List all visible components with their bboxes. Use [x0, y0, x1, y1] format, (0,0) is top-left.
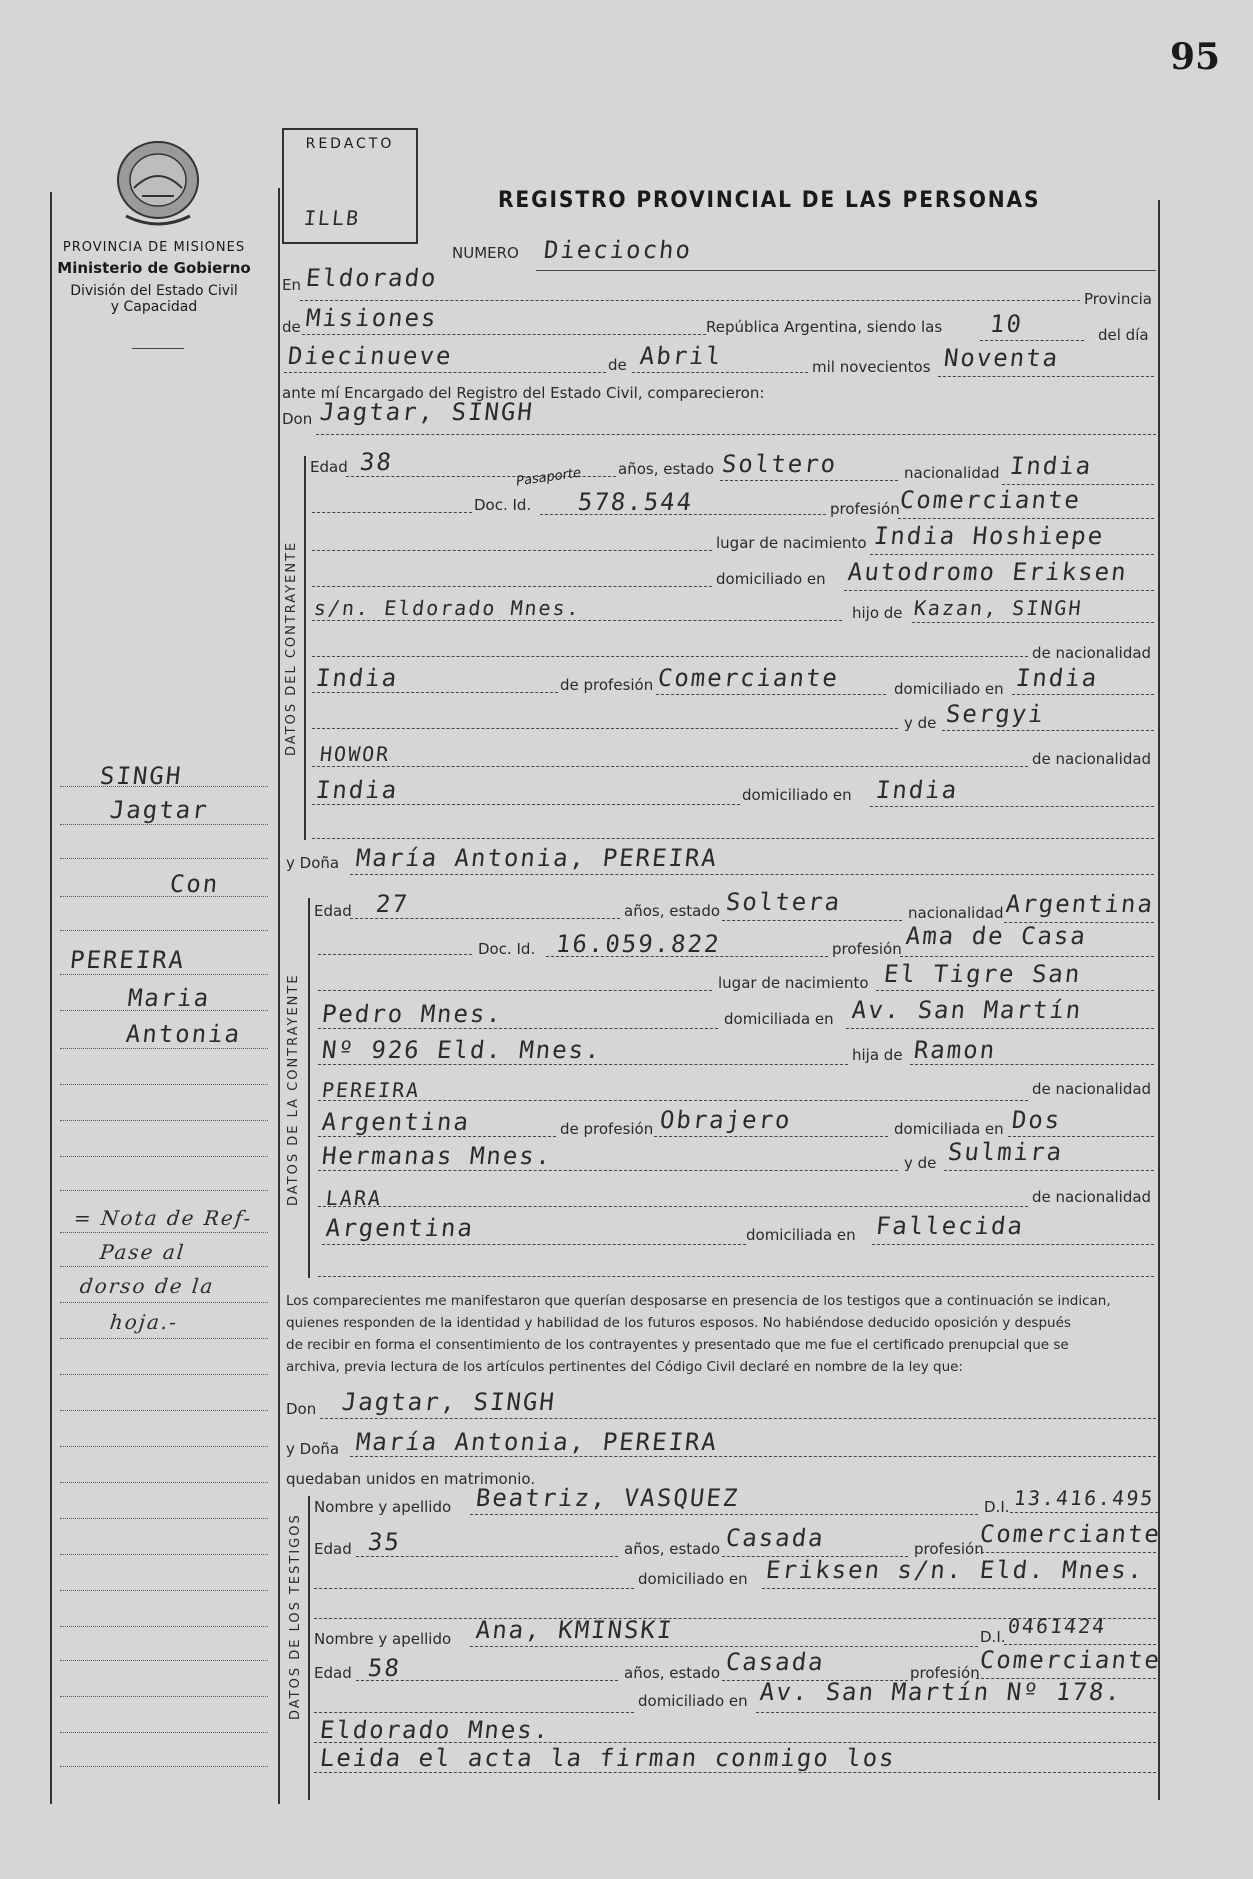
profesion-label: profesión	[830, 500, 900, 518]
margin-note4: hoja.-	[108, 1310, 180, 1334]
madre-2-nac-value: Argentina	[324, 1214, 476, 1242]
margin-line4: PEREIRA	[68, 946, 187, 974]
nacionalidad-label: nacionalidad	[904, 464, 1000, 482]
padre-nac-value: India	[314, 664, 400, 692]
legal-text-line: quienes responden de la identidad y habilidad de los futuros esposos. No habiéndose deducido oposición y después	[286, 1315, 1071, 1331]
edad-2-value: 27	[374, 890, 411, 918]
doc-2-label: Doc. Id.	[478, 940, 536, 958]
legal-text-line: Los comparecientes me manifestaron que querían desposarse en presencia de los testigos que a continuación se indican,	[286, 1293, 1111, 1309]
madre-dom-value: India	[874, 776, 960, 804]
lugar-2-value-2: Pedro Mnes.	[320, 1000, 505, 1028]
province-seal	[112, 136, 204, 232]
t2-nombre-value: Ana, KMINSKI	[474, 1616, 675, 1644]
del-dia-label: del día	[1098, 326, 1149, 344]
domicilio-2-value-1: Av. San Martín	[850, 996, 1084, 1024]
redacto-box	[282, 128, 418, 244]
t1-dom-value: Eriksen s/n. Eld. Mnes.	[764, 1556, 1146, 1584]
profesion-value: Comerciante	[898, 486, 1083, 514]
margin-line5: Maria	[126, 984, 212, 1012]
margin-note2: Pase al	[98, 1240, 187, 1264]
madre-nac-label: de nacionalidad	[1032, 750, 1152, 768]
estado-value: Soltero	[720, 450, 839, 478]
legal-text-line: archiva, previa lectura de los artículos pertinentes del Código Civil declaré en nombre de la ley que:	[286, 1359, 963, 1375]
padre-2-value: Ramon	[912, 1036, 998, 1064]
madre-2-value: Sulmira	[946, 1138, 1065, 1166]
margin-line3: Con	[168, 870, 221, 898]
republica-text: República Argentina, siendo las	[706, 318, 943, 336]
padre-dom-label: domiciliado en	[894, 680, 1004, 698]
t1-edad-value: 35	[366, 1528, 403, 1556]
province-name: PROVINCIA DE MISIONES	[62, 240, 246, 255]
edad-label: Edad	[310, 458, 348, 476]
numero-label: NUMERO	[452, 244, 519, 262]
legal-text-line: de recibir en forma el consentimiento de los contrayentes y presentado que me fue el certificado prenupcial que se	[286, 1337, 1069, 1353]
domicilio-2-label: domiciliada en	[724, 1010, 834, 1028]
profesion-2-label: profesión	[832, 940, 902, 958]
t1-di-value: 13.416.495	[1012, 1486, 1156, 1510]
contrayenta-section-label: DATOS DE LA CONTRAYENTE	[286, 973, 301, 1206]
division-line-1: División del Estado Civil	[70, 283, 238, 299]
madre-label: y de	[904, 714, 937, 732]
t1-edad-label: Edad	[314, 1540, 352, 1558]
left-border	[50, 192, 52, 1804]
domicilio-value-2: s/n. Eldorado Mnes.	[312, 596, 583, 620]
t2-dom-value: Av. San Martín Nº 178.	[758, 1678, 1124, 1706]
madre-2-dom-value: Fallecida	[874, 1212, 1026, 1240]
redacto-initials: ILLB	[302, 206, 362, 230]
estado-label: años, estado	[618, 460, 715, 478]
nacionalidad-2-value: Argentina	[1004, 890, 1156, 918]
domicilio-2-value-2: Nº 926 Eld. Mnes.	[320, 1036, 604, 1064]
t2-edad-label: Edad	[314, 1664, 352, 1682]
lugar-2-label: lugar de nacimiento	[718, 974, 869, 992]
t2-prof-value: Comerciante	[978, 1646, 1163, 1674]
hijo-label: hijo de	[852, 604, 903, 622]
union-dona-value: María Antonia, PEREIRA	[354, 1428, 720, 1456]
t1-dom-label: domiciliado en	[638, 1570, 748, 1588]
t2-estado-label: años, estado	[624, 1664, 721, 1682]
madre-2-apellido: LARA	[324, 1186, 384, 1210]
madre-2-nac-label: de nacionalidad	[1032, 1188, 1152, 1206]
t1-prof-value: Comerciante	[978, 1520, 1163, 1548]
de-value: Misiones	[304, 304, 440, 332]
union-closing: quedaban unidos en matrimonio.	[286, 1470, 536, 1488]
margin-line2: Jagtar	[108, 796, 211, 824]
union-dona-label: y Doña	[286, 1440, 340, 1458]
testigos-section-label: DATOS DE LOS TESTIGOS	[288, 1513, 303, 1720]
doc-value: 578.544	[576, 488, 695, 516]
en-value: Eldorado	[304, 264, 440, 292]
t1-estado-label: años, estado	[624, 1540, 721, 1558]
doc-label: Doc. Id.	[474, 496, 532, 514]
ante-text: ante mí Encargado del Registro del Estado Civil, comparecieron:	[282, 384, 765, 402]
padre-2-dom-value-2: Hermanas Mnes.	[320, 1142, 554, 1170]
provincia-label: Provincia	[1084, 290, 1152, 308]
t2-di-value: 0461424	[1006, 1614, 1108, 1638]
contrayente-section-label: DATOS DEL CONTRAYENTE	[284, 540, 299, 756]
margin-line6: Antonia	[124, 1020, 243, 1048]
t2-prof-label: profesión	[910, 1664, 980, 1682]
t2-di-label: D.I.	[980, 1628, 1006, 1646]
t1-nombre-label: Nombre y apellido	[314, 1498, 452, 1516]
don-label: Don	[282, 410, 313, 428]
padre-2-dom-label: domiciliada en	[894, 1120, 1004, 1138]
madre-value: Sergyi	[944, 700, 1047, 728]
dona-label: y Doña	[286, 854, 340, 872]
t2-estado-value: Casada	[724, 1648, 827, 1676]
padre-value: Kazan, SINGH	[912, 596, 1084, 620]
madre-nac-value: India	[314, 776, 400, 804]
union-don-label: Don	[286, 1400, 317, 1418]
testigos-extra-2: Leida el acta la firman conmigo los	[318, 1744, 898, 1772]
domicilio-value-1: Autodromo Eriksen	[846, 558, 1130, 586]
t2-dom-label: domiciliado en	[638, 1692, 748, 1710]
madre-dom-label: domiciliado en	[742, 786, 852, 804]
t2-edad-value: 58	[366, 1654, 403, 1682]
t1-estado-value: Casada	[724, 1524, 827, 1552]
dona-value: María Antonia, PEREIRA	[354, 844, 720, 872]
nacionalidad-2-label: nacionalidad	[908, 904, 1004, 922]
numero-value: Dieciocho	[542, 236, 694, 264]
lugar-value: India Hoshiepe	[872, 522, 1106, 550]
padre-prof-value: Comerciante	[656, 664, 841, 692]
padre-nac-label: de nacionalidad	[1032, 644, 1152, 662]
madre-2-label: y de	[904, 1154, 937, 1172]
redacto-label: REDACTO	[305, 136, 395, 152]
madre-2-dom-label: domiciliada en	[746, 1226, 856, 1244]
padre-prof-label: de profesión	[560, 676, 654, 694]
nacionalidad-value: India	[1008, 452, 1094, 480]
margin-line1: SINGH	[98, 762, 184, 790]
legal-text	[286, 1290, 1166, 1378]
ministry-name: Ministerio de Gobierno	[57, 259, 251, 277]
padre-2-dom-value-1: Dos	[1010, 1106, 1063, 1134]
doc-note: Pasaporte	[515, 465, 582, 490]
padre-2-prof-label: de profesión	[560, 1120, 654, 1138]
column-divider	[278, 188, 280, 1804]
union-don-value: Jagtar, SINGH	[340, 1388, 558, 1416]
division-line-2: y Capacidad	[110, 299, 198, 315]
t1-prof-label: profesión	[914, 1540, 984, 1558]
t1-di-label: D.I.	[984, 1498, 1010, 1516]
mil-label: mil novecientos	[812, 358, 931, 376]
hora-value: 10	[988, 310, 1025, 338]
de-label: de	[282, 318, 301, 336]
padre-2-apellido: PEREIRA	[320, 1078, 422, 1102]
padre-2-prof-value: Obrajero	[658, 1106, 794, 1134]
testigos-extra-1: Eldorado Mnes.	[318, 1716, 552, 1744]
edad-value: 38	[358, 448, 395, 476]
dia-value: Diecinueve	[286, 342, 454, 370]
t2-nombre-label: Nombre y apellido	[314, 1630, 452, 1648]
page-title: REGISTRO PROVINCIAL DE LAS PERSONAS	[498, 188, 1041, 213]
estado-2-value: Soltera	[724, 888, 843, 916]
profesion-2-value: Ama de Casa	[904, 922, 1089, 950]
don-value: Jagtar, SINGH	[318, 398, 536, 426]
anio-value: Noventa	[942, 344, 1061, 372]
edad-2-label: Edad	[314, 902, 352, 920]
estado-2-label: años, estado	[624, 902, 721, 920]
lugar-label: lugar de nacimiento	[716, 534, 867, 552]
de-mes-label: de	[608, 356, 627, 374]
margin-note3: dorso de la	[78, 1274, 216, 1298]
madre-apellido: HOWOR	[318, 742, 392, 766]
t1-nombre-value: Beatriz, VASQUEZ	[474, 1484, 741, 1512]
margin-note1: = Nota de Ref-	[72, 1206, 254, 1230]
padre-2-nac-label: de nacionalidad	[1032, 1080, 1152, 1098]
en-label: En	[282, 276, 301, 294]
lugar-2-value-1: El Tigre San	[882, 960, 1083, 988]
mes-value: Abril	[638, 342, 724, 370]
padre-dom-value: India	[1014, 664, 1100, 692]
padre-2-nac-value: Argentina	[320, 1108, 472, 1136]
page-number: 95	[1170, 36, 1221, 78]
domicilio-label: domiciliado en	[716, 570, 826, 588]
hija-label: hija de	[852, 1046, 903, 1064]
doc-2-value: 16.059.822	[554, 930, 722, 958]
right-border	[1158, 200, 1160, 1800]
